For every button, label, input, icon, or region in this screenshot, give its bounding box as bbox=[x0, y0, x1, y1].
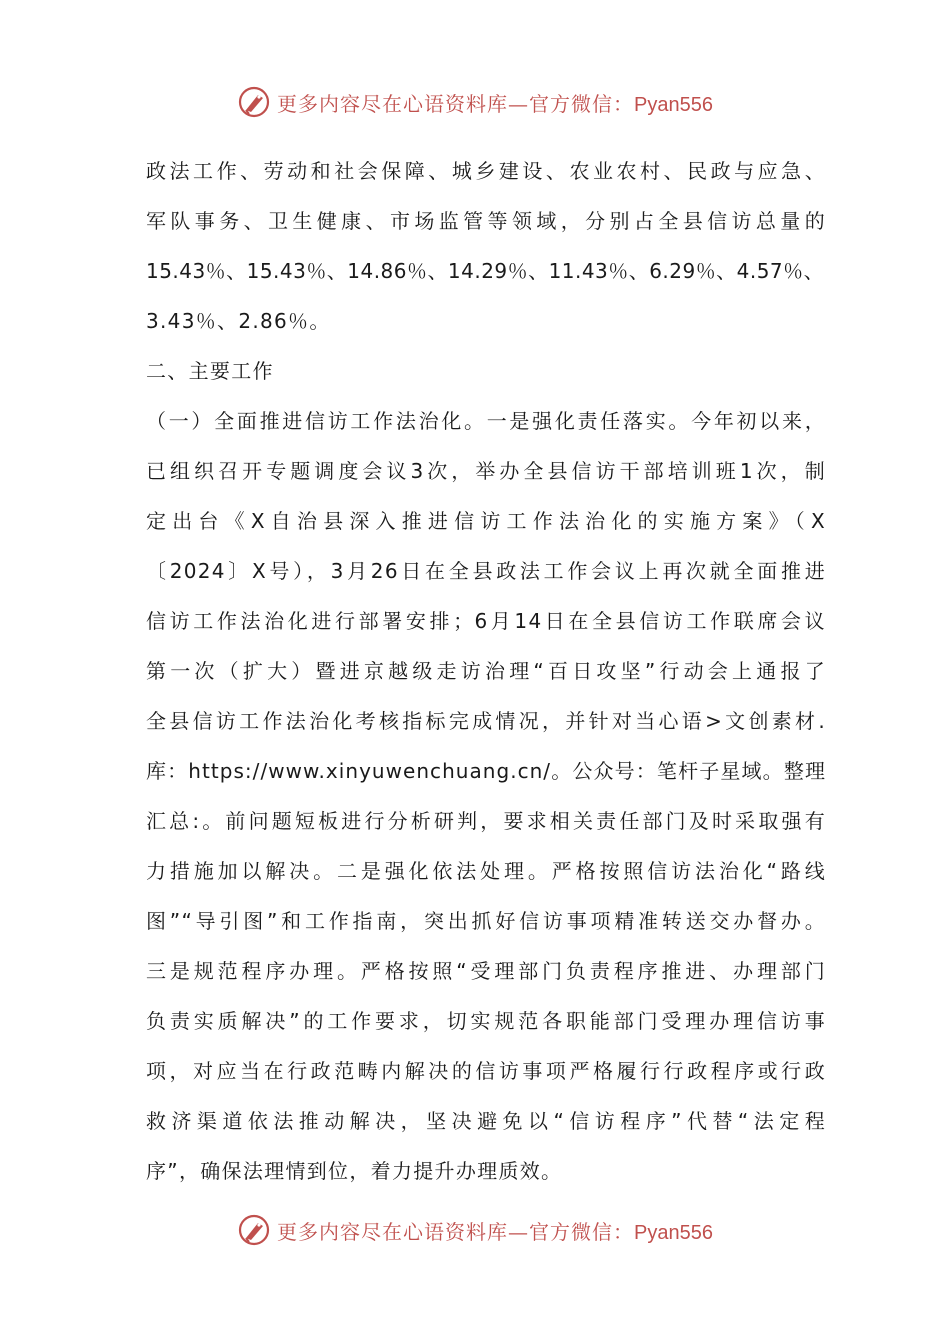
text-line: 3.43％、2.86％。 bbox=[146, 309, 331, 333]
document-body bbox=[146, 146, 826, 1196]
text-line: 已组织召开专题调度会议3次，举办全县信访干部培训班1次，制 bbox=[146, 459, 826, 483]
pen-nib-circle-icon bbox=[237, 1213, 271, 1247]
text-line: 序”，确保法理情到位，着力提升办理质效。 bbox=[146, 1159, 563, 1183]
text-line: 图”“导引图”和工作指南，突出抓好信访事项精准转送交办督办。 bbox=[146, 909, 826, 933]
footer-watermark-banner bbox=[0, 1210, 950, 1250]
text-line: 全县信访工作法治化考核指标完成情况，并针对当心语>文创素材. bbox=[146, 709, 826, 733]
text-line: 〔2024〕X号），3月26日在全县政法工作会议上再次就全面推进 bbox=[146, 559, 826, 583]
text-line: 军队事务、卫生健康、市场监管等领域，分别占全县信访总量的 bbox=[146, 209, 826, 233]
text-line: 15.43％、15.43％、14.86％、14.29％、11.43％、6.29％、4.57％、 bbox=[146, 259, 825, 283]
text-line: 救济渠道依法推动解决，坚决避免以“信访程序”代替“法定程 bbox=[146, 1109, 826, 1133]
pen-nib-circle-icon bbox=[237, 85, 271, 119]
section-heading: 二、主要工作 bbox=[146, 359, 274, 383]
header-watermark-banner bbox=[0, 82, 950, 122]
footer-watermark-text: 更多内容尽在心语资料库—官方微信：Pyan556 bbox=[277, 1219, 713, 1244]
text-line: 三是规范程序办理。严格按照“受理部门负责程序推进、办理部门 bbox=[146, 959, 826, 983]
text-line: 定出台《X自治县深入推进信访工作法治化的实施方案》（X bbox=[146, 509, 826, 533]
text-line: 政法工作、劳动和社会保障、城乡建设、农业农村、民政与应急、 bbox=[146, 159, 826, 183]
text-line: 项，对应当在行政范畴内解决的信访事项严格履行行政程序或行政 bbox=[146, 1059, 826, 1083]
header-watermark-text: 更多内容尽在心语资料库—官方微信：Pyan556 bbox=[277, 91, 713, 116]
text-line: 信访工作法治化进行部署安排；6月14日在全县信访工作联席会议 bbox=[146, 609, 826, 633]
text-line: 第一次（扩大）暨进京越级走访治理“百日攻坚”行动会上通报了 bbox=[146, 659, 826, 683]
text-line: 汇总:。前问题短板进行分析研判，要求相关责任部门及时采取强有 bbox=[146, 809, 826, 833]
text-line: 库：https://www.xinyuwenchuang.cn/。公众号：笔杆子星域。整理 bbox=[146, 759, 826, 783]
text-line: 力措施加以解决。二是强化依法处理。严格按照信访法治化“路线 bbox=[146, 859, 826, 883]
text-line: （一）全面推进信访工作法治化。一是强化责任落实。今年初以来， bbox=[146, 409, 826, 433]
text-line: 负责实质解决”的工作要求，切实规范各职能部门受理办理信访事 bbox=[146, 1009, 826, 1033]
